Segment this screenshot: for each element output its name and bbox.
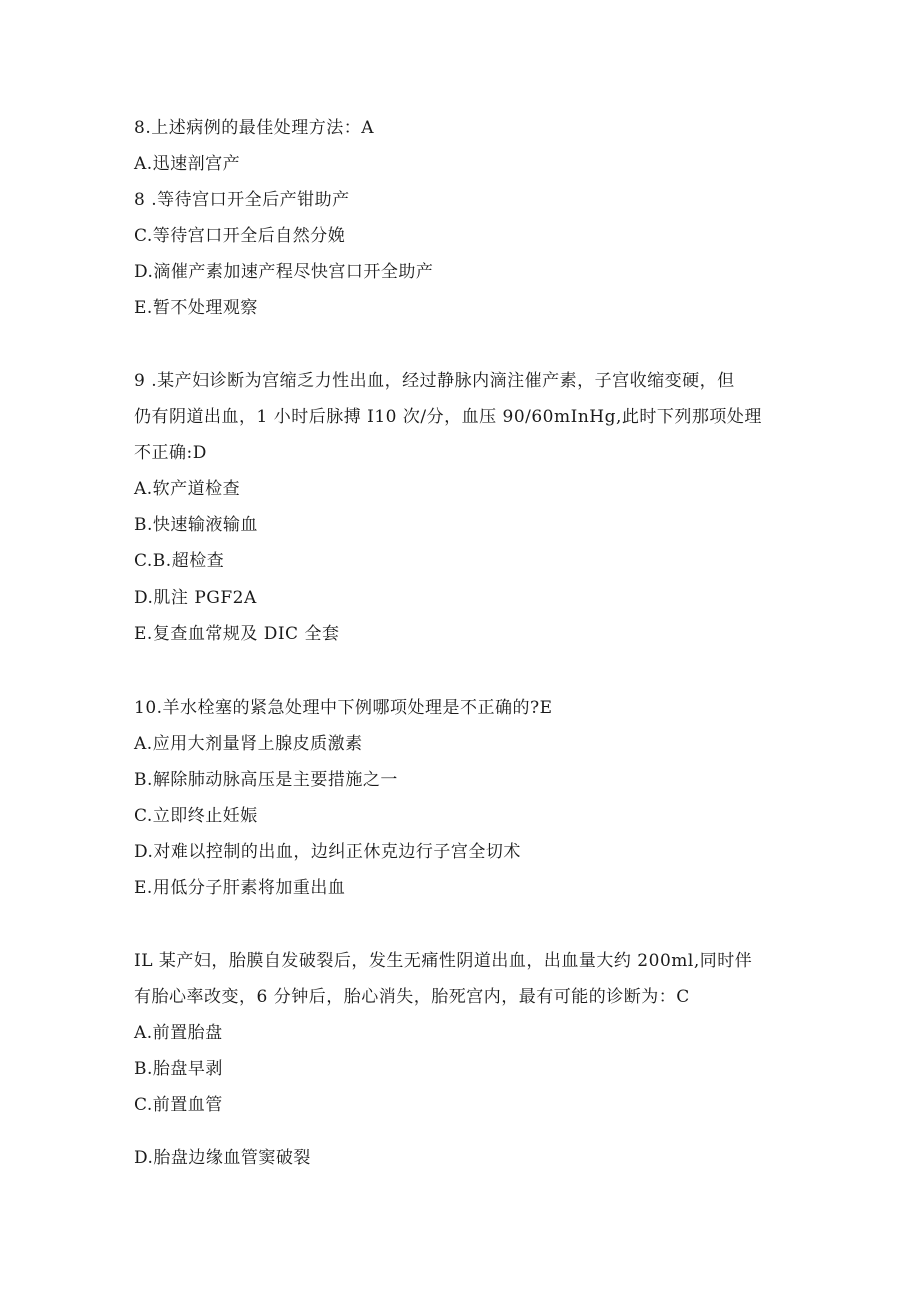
question-10-option-b: B.解除肺动脉高压是主要措施之一	[134, 770, 398, 790]
question-11-option-b: B.胎盘早剥	[134, 1059, 223, 1079]
question-9-option-b: B.快速输液输血	[134, 515, 258, 535]
question-9-option-d: D.肌注 PGF2A	[134, 588, 257, 608]
question-11-stem-line-2: 有胎心率改变，6 分钟后，胎心消失，胎死宫内，最有可能的诊断为：C	[134, 987, 690, 1007]
question-10-option-d: D.对难以控制的出血，边纠正休克边行子宫全切术	[134, 842, 521, 862]
question-11-stem-line-1: IL 某产妇，胎膜自发破裂后，发生无痛性阴道出血，出血量大约 200ml,同时伴	[134, 951, 753, 971]
question-11-option-c: C.前置血管	[134, 1095, 223, 1115]
question-10-option-a: A.应用大剂量肾上腺皮质激素	[134, 734, 363, 754]
question-10-option-c: C.立即终止妊娠	[134, 806, 258, 826]
question-9-stem-line-2: 仍有阴道出血，1 小时后脉搏 I10 次/分，血压 90/60mInHg,此时下列那项处理	[134, 407, 762, 427]
question-9-stem-line-3: 不正确:D	[134, 443, 207, 463]
question-9-option-e: E.复查血常规及 DIC 全套	[134, 624, 340, 644]
question-8-option-d: D.滴催产素加速产程尽快宫口开全助产	[134, 262, 434, 282]
question-9-option-c: C.B.超检查	[134, 551, 225, 571]
question-9-stem-line-1: 9 .某产妇诊断为宫缩乏力性出血，经过静脉内滴注催产素，子宫收缩变硬，但	[134, 371, 735, 391]
question-11-option-a: A.前置胎盘	[134, 1023, 223, 1043]
question-8-option-c: C.等待宫口开全后自然分娩	[134, 226, 346, 246]
question-9-option-a: A.软产道检查	[134, 479, 241, 499]
question-10-stem: 10.羊水栓塞的紧急处理中下例哪项处理是不正确的?E	[134, 698, 553, 718]
question-8-option-b: 8 .等待宫口开全后产钳助产	[134, 190, 350, 210]
question-8-option-a: A.迅速剖宫产	[134, 154, 241, 174]
question-8-stem: 8.上述病例的最佳处理方法：A	[134, 118, 374, 138]
question-11-option-d: D.胎盘边缘血管窦破裂	[134, 1148, 311, 1168]
question-8-option-e: E.暂不处理观察	[134, 298, 258, 318]
question-10-option-e: E.用低分子肝素将加重出血	[134, 878, 346, 898]
